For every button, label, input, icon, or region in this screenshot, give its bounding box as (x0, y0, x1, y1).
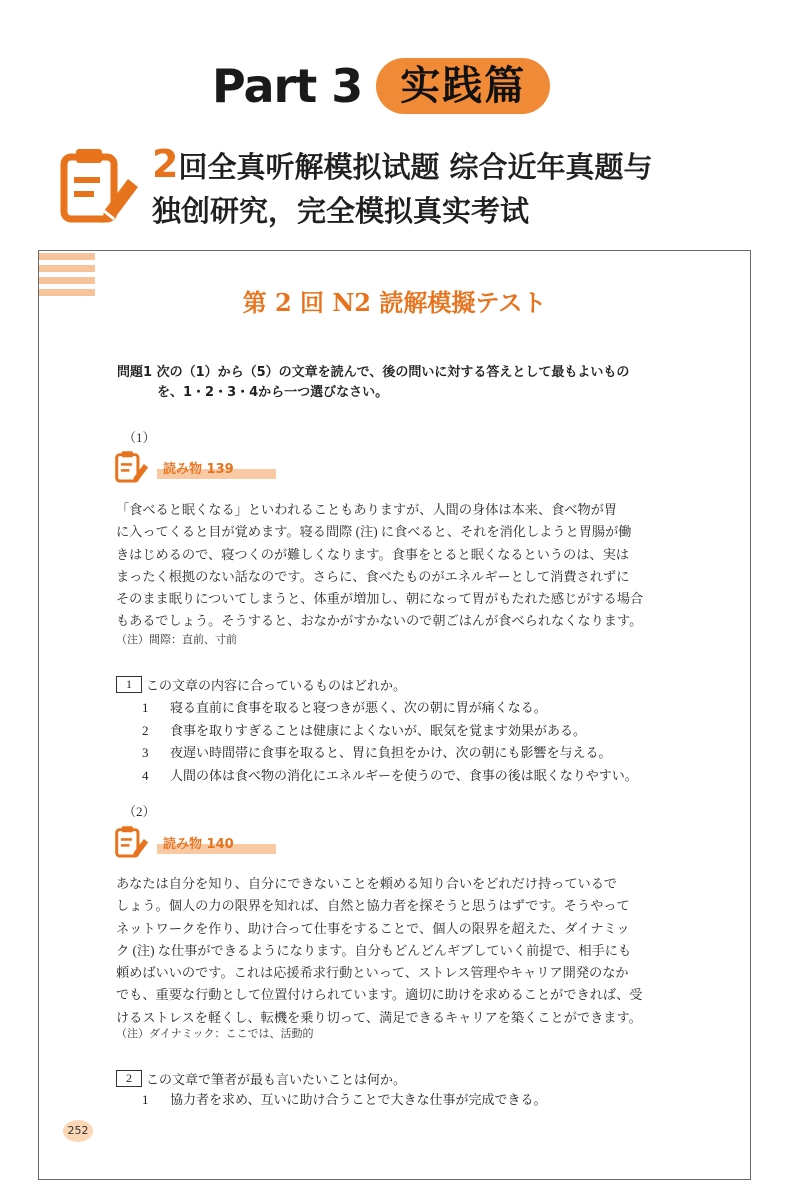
passage (116, 873, 701, 1029)
question (116, 675, 406, 694)
passage-line: ネットワークを作り、助け合って仕事をすることで、個人の限界を超えた、ダイナミッ (116, 920, 630, 936)
instruction-line1: 問題1 次の（1）から（5）の文章を読んで、後の問いに対する答えとして最もよいもの (117, 365, 630, 380)
footnote: （注）間際：直前、寸前 (116, 634, 237, 646)
answer-option[interactable]: 4 人間の体は食べ物の消化にエネルギーを使うので、食事の後は眠くなりやすい。 (142, 767, 638, 783)
intro-line1: 回全真听解模拟试题 综合近年真题与 (178, 150, 653, 184)
passage-line: 「食べると眠くなる」といわれることもありますが、人間の身体は本来、食べ物が胃 (116, 502, 618, 517)
passage-line: に入ってくると目が覚めます。寝る間際 (注) に食べると、それを消化しようと胃腸が働 (116, 524, 632, 540)
instruction (117, 363, 707, 403)
passage-line: 頼めばいいのです。これは応援希求行動といって、ストレス管理やキャリア開発のなか (116, 965, 629, 981)
part-pill: 实践篇 (376, 58, 550, 114)
passage-line: でも、重要な行動として位置付けられています。適切に助けを求めることができれば、受 (116, 987, 643, 1003)
document-pen-icon (115, 449, 149, 485)
question-text: この文章の内容に合っているものはどれか。 (146, 678, 407, 693)
passage-line: きはじめるので、寝つくのが難しくなります。食事をとると眠くなるというのは、実は (116, 546, 629, 562)
section-number: （2） (123, 804, 156, 819)
answer-options (142, 1089, 546, 1112)
document-pen-icon (115, 824, 149, 860)
part-header (212, 58, 550, 114)
question (116, 1069, 406, 1088)
question-number: 2 (116, 1070, 142, 1087)
answer-option[interactable]: 3 夜遅い時間帯に食事を取ると、胃に負担をかけ、次の朝にも影響を与える。 (142, 745, 612, 760)
question-text: この文章で筆者が最も言いたいことは何か。 (146, 1072, 407, 1087)
reading-label: 読み物 139 (157, 454, 276, 481)
page-number: 252 (63, 1120, 93, 1142)
passage-line: しょう。個人の力の限界を知れば、自然と協力者を探そうと思うはずです。そうやって (116, 898, 630, 914)
section-number: （1） (123, 430, 156, 445)
part-label: Part 3 (212, 59, 363, 113)
answer-options (142, 697, 638, 787)
question-number: 1 (116, 676, 142, 693)
passage-line: まったく根拠のない話なのです。さらに、食べたものがエネルギーとして消費されずに (116, 568, 630, 584)
decor-stripe (39, 265, 95, 272)
answer-option[interactable]: 2 食事を取りすぎることは健康によくないが、眠気を覚ます効果がある。 (142, 722, 587, 738)
passage-line: そのまま眠りについてしまうと、体重が増加し、朝になって胃がもたれた感じがする場合 (116, 591, 644, 607)
decor-stripe (39, 253, 95, 260)
intro-number: 2 (152, 142, 179, 186)
reading-label: 読み物 140 (157, 829, 276, 856)
intro-heading (152, 142, 653, 233)
document-pen-icon (60, 145, 140, 227)
reading-header (115, 824, 276, 860)
passage-line: けるストレスを軽くし、転機を乗り切って、満足できるキャリアを築くことができます。 (116, 1009, 642, 1025)
passage-line: あなたは自分を知り、自分にできないことを頼める知り合いをどれだけ持っているで (116, 876, 617, 891)
passage-line: もあるでしょう。そうすると、おなかがすかないので朝ごはんが食べられなくなります。 (116, 613, 643, 629)
footnote: （注）ダイナミック：ここでは、活動的 (116, 1028, 314, 1040)
test-title: 第 2 回 N2 読解模擬テスト (242, 288, 547, 317)
instruction-line2: を、1・2・3・4から一つ選びなさい。 (157, 385, 389, 400)
passage-line: ク (注) な仕事ができるようになります。自分もどんどんギブしていく前提で、相手にも (116, 942, 632, 958)
intro-line2: 独创研究，完全模拟真实考试 (152, 194, 530, 228)
passage (116, 499, 701, 633)
answer-option[interactable]: 1 寝る直前に食事を取ると寝つきが悪く、次の朝に胃が痛くなる。 (142, 700, 547, 715)
answer-option[interactable]: 1 協力者を求め、互いに助け合うことで大きな仕事が完成できる。 (142, 1092, 547, 1107)
test-panel (38, 250, 751, 1180)
reading-header (115, 449, 276, 485)
